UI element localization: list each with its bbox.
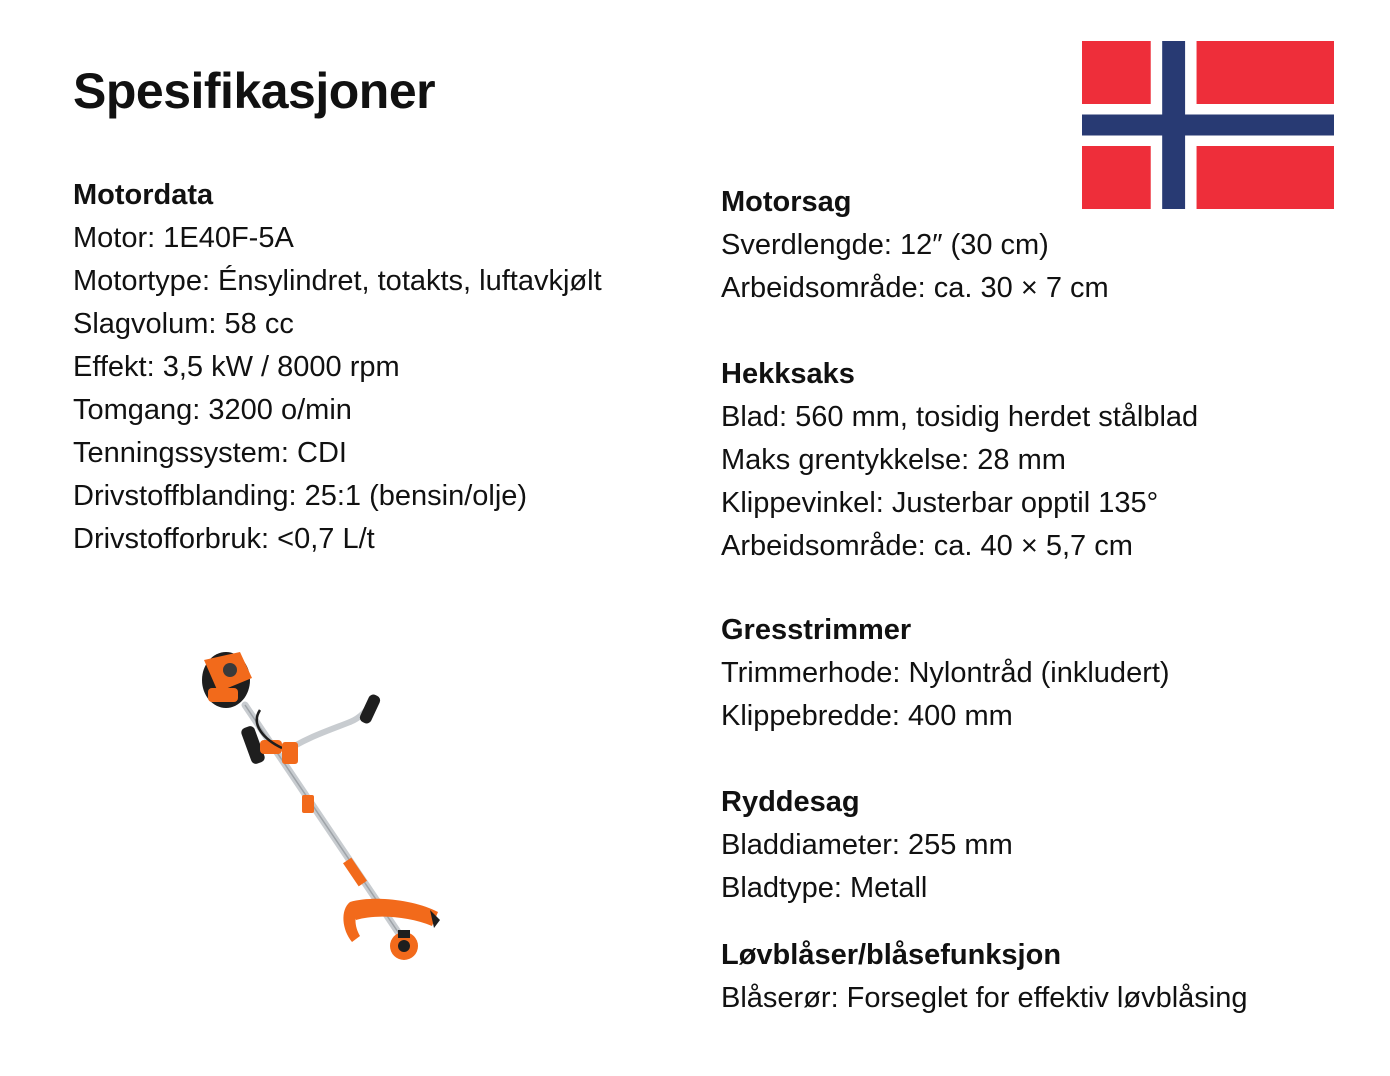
section-title: Ryddesag [721, 786, 860, 818]
page-title: Spesifikasjoner [73, 63, 436, 119]
section-motordata [73, 174, 602, 561]
section-ryddesag [721, 781, 1013, 910]
section-title: Løvblåser/blåsefunksjon [721, 939, 1062, 971]
spec-line: Arbeidsområde: ca. 30 × 7 cm [721, 272, 1109, 304]
section-title: Motordata [73, 179, 214, 211]
spec-line: Klippevinkel: Justerbar opptil 135° [721, 487, 1159, 519]
section-hekksaks [721, 353, 1198, 568]
spec-line: Tomgang: 3200 o/min [73, 394, 352, 426]
spec-line: Tenningssystem: CDI [73, 437, 347, 469]
spec-line: Blåserør: Forseglet for effektiv løvblåsing [721, 982, 1248, 1014]
spec-line: Bladdiameter: 255 mm [721, 829, 1013, 861]
spec-line: Motor: 1E40F-5A [73, 222, 294, 254]
brush-cutter-icon [190, 630, 450, 975]
spec-line: Slagvolum: 58 cc [73, 308, 294, 340]
spec-line: Motortype: Énsylindret, totakts, luftavkjølt [73, 265, 602, 297]
section-lovblaser [721, 934, 1248, 1020]
section-gresstrimmer [721, 609, 1170, 738]
spec-line: Effekt: 3,5 kW / 8000 rpm [73, 351, 400, 383]
spec-line: Maks grentykkelse: 28 mm [721, 444, 1066, 476]
spec-line: Drivstofforbruk: <0,7 L/t [73, 523, 375, 555]
spec-line: Klippebredde: 400 mm [721, 700, 1013, 732]
section-motorsag [721, 181, 1109, 310]
spec-line: Blad: 560 mm, tosidig herdet stålblad [721, 401, 1199, 433]
spec-line: Arbeidsområde: ca. 40 × 5,7 cm [721, 530, 1133, 562]
spec-line: Sverdlengde: 12″ (30 cm) [721, 229, 1049, 261]
spec-line: Trimmerhode: Nylontråd (inkludert) [721, 657, 1170, 689]
section-title: Gresstrimmer [721, 614, 912, 646]
spec-line: Drivstoffblanding: 25:1 (bensin/olje) [73, 480, 528, 512]
section-title: Hekksaks [721, 358, 855, 390]
norway-flag-icon [1082, 41, 1334, 209]
spec-line: Bladtype: Metall [721, 872, 928, 904]
section-title: Motorsag [721, 186, 852, 218]
